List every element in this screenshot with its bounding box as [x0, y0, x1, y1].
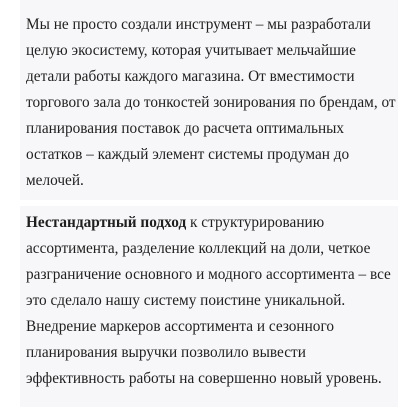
text-line: это сделало нашу систему поистине уникальной. — [26, 292, 346, 309]
text-line: эффективность работы на совершенно новый уровень. — [26, 370, 382, 387]
text-line-rest: к структурированию — [186, 214, 325, 231]
text-line: планирования выручки позволило вывести — [26, 344, 306, 361]
text-line: мелочей. — [26, 172, 84, 189]
text-line: планирования поставок до расчета оптимальных — [26, 120, 345, 137]
text-line: целую экосистему, которая учитывает мельчайшие — [26, 42, 356, 59]
text-line: ассортимента, разделение коллекций на доли, четкое — [26, 240, 371, 257]
text-line: разграничение основного и модного ассортимента – все — [26, 266, 391, 283]
text-line-first — [26, 210, 398, 236]
paragraph-approach — [20, 206, 398, 407]
paragraph-intro — [20, 0, 398, 200]
text-line: торгового зала до тонкостей зонирования по брендам, от — [26, 94, 396, 111]
text-line: детали работы каждого магазина. От вместимости — [26, 68, 355, 85]
bold-lead-phrase: Нестандартный подход — [26, 214, 187, 231]
text-line: Внедрение маркеров ассортимента и сезонного — [26, 318, 334, 335]
text-line: остатков – каждый элемент системы продуман до — [26, 146, 350, 163]
text-line: Мы не просто создали инструмент – мы разработали — [26, 16, 371, 33]
